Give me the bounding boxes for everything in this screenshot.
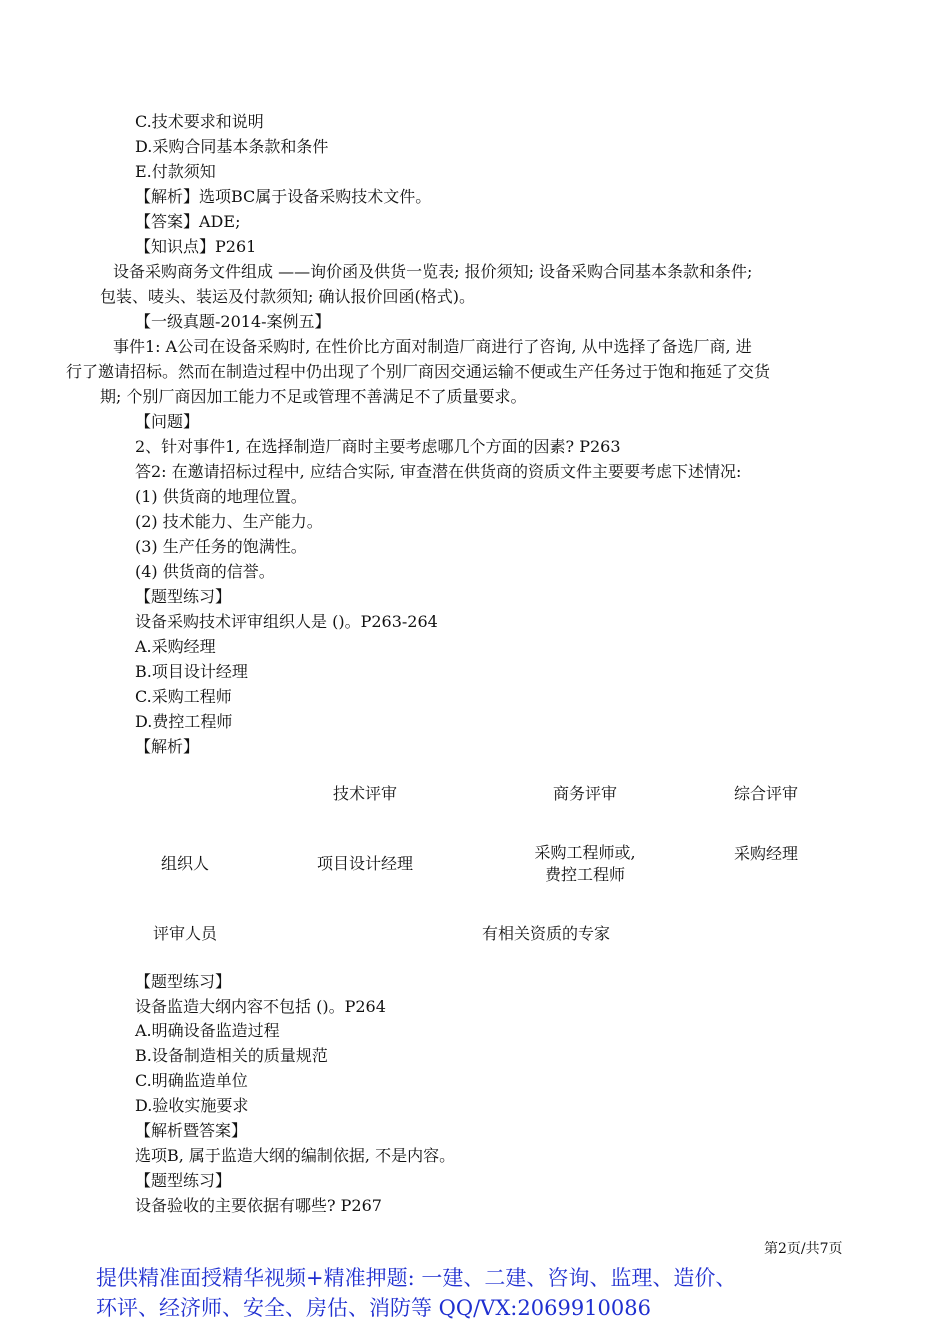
option-c: C.采购工程师 — [135, 687, 232, 706]
page-number: 第2页/共7页 — [764, 1241, 843, 1257]
promo-line-1: 提供精准面授精华视频+精准押题: 一建、二建、咨询、监理、造价、 — [96, 1266, 737, 1290]
option-d: D.验收实施要求 — [135, 1096, 249, 1115]
option-b: B.项目设计经理 — [135, 662, 248, 681]
knowledge-point: 【知识点】P261 — [135, 237, 257, 256]
question-text: 2、针对事件1, 在选择制造厂商时主要考虑哪几个方面的因素? P263 — [135, 437, 621, 456]
cell-overall-organizer: 采购经理 — [733, 844, 798, 863]
table-header-business: 商务评审 — [552, 784, 617, 803]
analysis-answer-heading: 【解析暨答案】 — [135, 1121, 248, 1140]
paragraph-line: 行了邀请招标。然而在制造过程中仍出现了个别厂商因交通运输不便或生产任务过于饱和拖延了交货 — [66, 362, 771, 381]
analysis-heading: 【解析】 — [135, 737, 200, 756]
option-e: E.付款须知 — [135, 162, 216, 181]
list-item: (3) 生产任务的饱满性。 — [135, 537, 307, 556]
answer: 【答案】ADE; — [135, 212, 241, 231]
option-c: C.技术要求和说明 — [135, 112, 264, 131]
row-label-reviewers: 评审人员 — [152, 924, 217, 943]
cell-reviewers: 有相关资质的专家 — [481, 924, 610, 943]
table-header-overall: 综合评审 — [733, 784, 798, 803]
table-header-tech: 技术评审 — [332, 784, 397, 803]
cell-business-organizer-line1: 采购工程师或, — [534, 843, 636, 862]
option-d: D.费控工程师 — [135, 712, 233, 731]
practice-question: 设备验收的主要依据有哪些? P267 — [135, 1196, 382, 1215]
option-a: A.采购经理 — [135, 637, 216, 656]
option-b: B.设备制造相关的质量规范 — [135, 1046, 328, 1065]
practice-question: 设备监造大纲内容不包括 ()。P264 — [135, 997, 386, 1016]
list-item: (2) 技术能力、生产能力。 — [135, 512, 323, 531]
option-d: D.采购合同基本条款和条件 — [135, 137, 329, 156]
list-item: (1) 供货商的地理位置。 — [135, 487, 307, 506]
paragraph-line: 期; 个别厂商因加工能力不足或管理不善满足不了质量要求。 — [100, 387, 527, 406]
cell-business-organizer-line2: 费控工程师 — [544, 865, 625, 884]
question-heading: 【问题】 — [135, 412, 200, 431]
analysis-answer-text: 选项B, 属于监造大纲的编制依据, 不是内容。 — [135, 1146, 456, 1165]
analysis: 【解析】选项BC属于设备采购技术文件。 — [135, 187, 432, 206]
practice-heading: 【题型练习】 — [135, 587, 232, 606]
option-c: C.明确监造单位 — [135, 1071, 248, 1090]
paragraph-line: 设备采购商务文件组成 ——询价函及供货一览表; 报价须知; 设备采购合同基本条款和条件; — [113, 262, 753, 281]
section-heading: 【一级真题-2014-案例五】 — [135, 312, 331, 331]
practice-heading: 【题型练习】 — [135, 1171, 232, 1190]
cell-tech-organizer: 项目设计经理 — [316, 854, 413, 873]
option-a: A.明确设备监造过程 — [135, 1021, 280, 1040]
list-item: (4) 供货商的信誉。 — [135, 562, 275, 581]
practice-question: 设备采购技术评审组织人是 ()。P263-264 — [135, 612, 438, 631]
paragraph-line: 事件1: A公司在设备采购时, 在性价比方面对制造厂商进行了咨询, 从中选择了备选厂商, 进 — [113, 337, 752, 356]
practice-heading: 【题型练习】 — [135, 972, 232, 991]
promo-line-2: 环评、经济师、安全、房估、消防等 QQ/VX:2069910086 — [96, 1296, 651, 1320]
paragraph-line: 包装、唛头、装运及付款须知; 确认报价回函(格式)。 — [100, 287, 475, 306]
answer-text: 答2: 在邀请招标过程中, 应结合实际, 审查潜在供货商的资质文件主要要考虑下述情况: — [135, 462, 742, 481]
row-label-organizer: 组织人 — [160, 854, 209, 873]
